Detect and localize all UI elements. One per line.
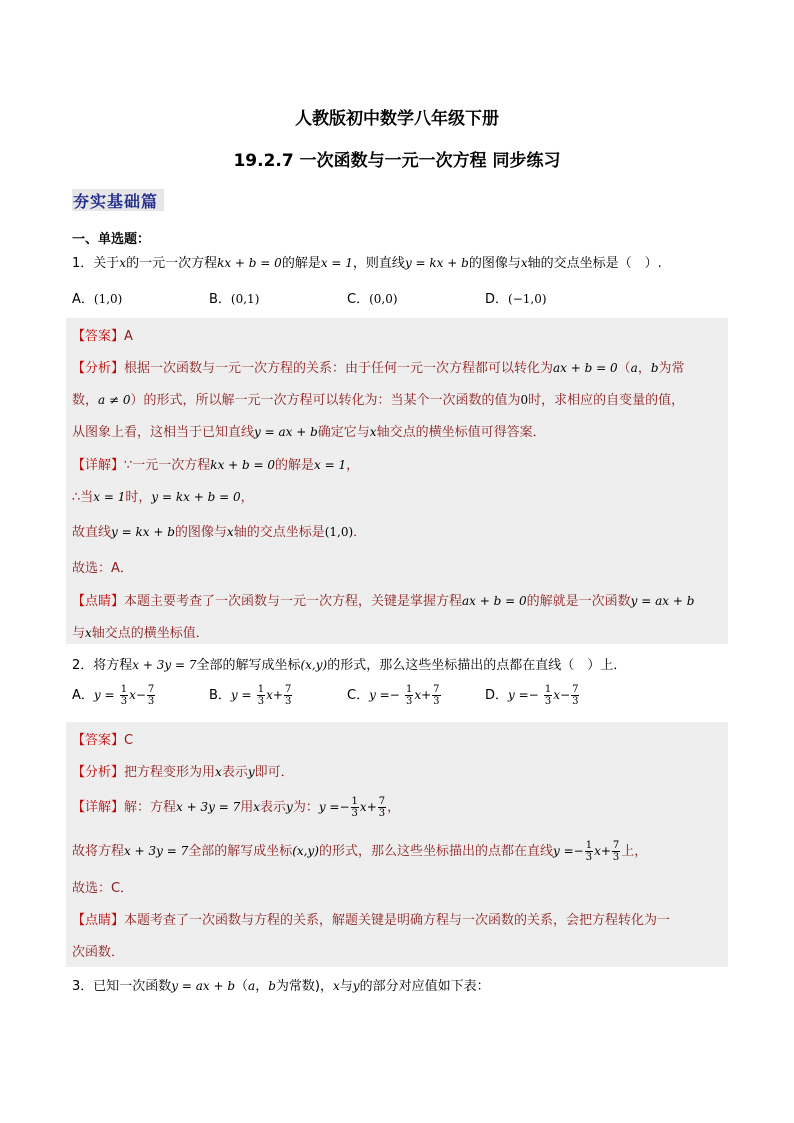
q2-option-d[interactable] [485,684,580,707]
numerator: 7 [612,840,620,851]
numerator: 7 [284,684,292,695]
q3-stem-text: 为常数)， [275,979,333,994]
operator: + [366,800,377,814]
numerator: 1 [585,840,593,851]
fraction [405,684,413,707]
q1-option-a-value: (1,0) [93,292,123,306]
fraction [284,684,292,707]
q1-detail-eq: kx + b = 0 [210,458,276,472]
q3-var: x [332,979,340,993]
denominator: 3 [284,696,292,707]
numerator: 1 [257,684,265,695]
operator: + [600,844,611,858]
q1-solution: x = 1 [320,256,353,270]
numerator: 7 [378,796,386,807]
q2-analysis-tag: 【分析】 [72,765,125,780]
q2-x: x [414,688,422,702]
numerator: 7 [147,684,155,695]
q1-detail-text: ∵一元一次方程 [124,458,211,473]
q2-detail-pair: (x,y) [292,844,319,858]
q1-comment-text: 与 [72,626,86,641]
q2-y: y = [230,688,252,702]
q2-option-a[interactable] [72,684,156,707]
q1-option-a-label: A． [72,292,94,307]
operator: + [272,688,283,702]
q2-detail-text: 解：方程 [124,800,177,815]
q1-option-d[interactable] [485,288,547,307]
q2-stem-text: 全部的解写成坐标 [196,658,301,673]
operator: − [528,688,539,702]
q1-detail-line3 [72,521,366,540]
q1-option-d-label: D． [485,292,509,307]
q1-analysis-tag: 【分析】 [72,361,125,376]
q2-x: x [129,688,136,702]
fraction [544,684,552,707]
q1-comment-var: x [85,626,92,640]
q2-detail-text: 用 [240,800,254,815]
q1-analysis-line2 [72,389,684,408]
q2-x: x [266,688,273,702]
q1-detail-text: 故直线 [72,525,112,540]
q1-option-d-value: (−1,0) [508,292,547,306]
q3-stem-text: ， [255,979,269,994]
q2-analysis-text: 把方程变形为用 [124,765,216,780]
q1-comment-line2 [72,622,209,641]
q1-detail-text: 时， [125,490,152,505]
q1-analysis-var: a [630,361,638,375]
q2-stem-text: 的形式，那么这些坐标描出的点都在直线（ ）上． [327,658,627,673]
q2-stem [72,654,626,673]
q1-var-x: x [119,256,127,270]
q2-comment-line2: 次函数． [72,945,125,960]
q1-equation: kx + b = 0 [217,256,282,270]
denominator: 3 [120,696,128,707]
denominator: 3 [433,696,440,707]
q2-x: x [359,800,367,814]
q1-analysis-var: x [369,425,377,439]
q1-comment-text: 的解就是一次函数 [526,594,631,609]
q1-detail-text: ∴当 [72,490,94,505]
q1-comment-tag: 【点睛】 [72,594,125,609]
q2-comment-text: 本题考查了一次函数与方程的关系，解题关键是明确方程与一次函数的关系，会把方程转化为一 [124,913,671,928]
q2-pair: (x,y) [300,658,328,672]
q2-analysis-text: 即可． [254,765,294,780]
q2-detail-text: 全部的解写成坐标 [188,844,293,859]
q3-stem-text: （ [235,979,249,994]
fraction [585,840,593,863]
q2-detail-text: ， [387,800,401,815]
q1-detail-text: 的图像与 [174,525,227,540]
q2-comment-tag: 【点睛】 [72,913,125,928]
q2-option-b[interactable] [209,684,293,707]
section-label: 夯实基础篇 [73,192,159,211]
q2-option-c-label: C． [347,688,370,703]
q2-detail-eq: x + 3y = 7 [176,800,241,814]
denominator: 3 [351,808,358,819]
document-subtitle: 19.2.7 一次函数与一元一次方程 同步练习 [233,151,561,171]
q2-y: y = [369,688,390,702]
denominator: 3 [544,696,552,707]
q1-answer-tag: 【答案】 [72,329,125,344]
q2-answer [72,729,133,748]
fraction [351,796,359,819]
q1-detail-eq: x = 1 [93,490,126,504]
q2-answer-tag: 【答案】 [72,733,125,748]
q2-analysis [72,761,294,780]
q2-y: y = [93,688,115,702]
q2-detail-var: y [286,800,293,814]
q1-stem-text: 的一元一次方程 [126,256,218,271]
q1-detail-point: (1,0) [324,525,354,539]
q1-option-c-value: (0,0) [369,292,398,306]
q3-stem-text: 3．已知一次函数 [72,979,172,994]
denominator: 3 [572,696,579,707]
q1-analysis-var: b [650,361,659,375]
q1-stem-text: 1．关于 [72,256,120,271]
fraction [432,684,440,707]
q1-analysis-text: 确定它与 [317,425,370,440]
q2-detail-text: 故将方程 [72,844,125,859]
q1-detail-line2 [72,486,254,505]
q1-detail-text: 轴的交点坐标是 [233,525,325,540]
numerator: 1 [544,684,552,695]
denominator: 3 [378,808,386,819]
q2-detail-line1 [72,796,400,819]
q1-detail-var: x [226,525,234,539]
q3-var: b [268,979,276,993]
q1-detail-eq: y = kx + b = 0 [151,490,241,504]
q1-option-c[interactable] [347,288,398,307]
q1-choice: 故选：A． [72,561,133,576]
q1-answer [72,325,133,344]
q1-comment-line1 [72,590,694,609]
q2-option-d-label: D． [485,688,509,703]
q1-stem-text: 的图像与 [468,256,521,271]
operator: − [560,688,571,702]
q2-y: y = [318,800,340,814]
q1-comment-text: 本题主要考查了一次函数与一元一次方程，关键是掌握方程 [124,594,463,609]
fraction [147,684,155,707]
q2-analysis-var: y [247,765,255,779]
q1-detail-line1 [72,454,359,473]
q1-analysis-num: 0 [520,393,529,407]
q1-detail-text: ， [346,458,360,473]
q2-option-b-label: B． [209,688,231,703]
q1-option-a[interactable] [72,288,122,307]
q1-analysis-text: 数， [72,393,99,408]
operator: + [421,688,432,702]
numerator: 1 [351,796,358,807]
q2-x: x [594,844,601,858]
q1-analysis-line1 [72,357,685,376]
q2-analysis-text: 表示 [221,765,248,780]
denominator: 3 [257,696,265,707]
q3-equation: y = ax + b [171,979,236,993]
q3-var: y [352,979,360,993]
q2-detail-var: x [253,800,261,814]
q1-stem-text: 的解是 [281,256,321,271]
denominator: 3 [612,852,620,863]
operator: − [339,800,350,814]
q2-detail-line2 [72,840,647,863]
q1-analysis-text: 根据一次函数与一元一次方程的关系：由于任何一元一次方程都可以转化为 [124,361,554,376]
operator: − [573,844,584,858]
q1-analysis-text: ）的形式，所以解一元一次方程可以转化为：当某个一次函数的值为 [130,393,521,408]
numerator: 1 [405,684,413,695]
fraction [257,684,265,707]
document-title: 人教版初中数学八年级下册 [295,109,499,129]
q1-answer-value: A [124,329,133,344]
q1-stem-text: 轴的交点坐标是（ ）. [527,256,662,271]
q2-analysis-var: x [215,765,222,779]
q1-analysis-eq: y = ax + b [254,425,318,439]
numerator: 7 [433,684,440,695]
q2-detail-text: 为： [292,800,319,815]
q1-analysis-line3 [72,421,546,440]
q1-var-x: x [520,256,528,270]
q1-analysis-text: （ [617,361,631,376]
q2-detail-text: 上， [621,844,648,859]
fraction [612,840,620,863]
q1-detail-text: ， [240,490,254,505]
q1-line: y = kx + b [404,256,469,270]
q3-stem-text: 的部分对应值如下表： [359,979,490,994]
q1-comment-eq: y = ax + b [630,594,695,608]
denominator: 3 [147,696,155,707]
q1-detail-text: 的解是 [275,458,315,473]
q1-analysis-text: 时，求相应的自变量的值， [528,393,685,408]
q2-choice: 故选：C． [72,881,134,896]
fraction [571,684,579,707]
q2-detail-text: 表示 [260,800,287,815]
denominator: 3 [585,852,593,863]
q1-stem [72,252,662,271]
q2-detail-text: 的形式，那么这些坐标描出的点都在直线 [318,844,553,859]
q2-equation: x + 3y = 7 [132,658,197,672]
q2-comment-line1 [72,909,670,928]
q2-option-a-label: A． [72,688,94,703]
q1-analysis-text: 为常 [658,361,685,376]
q1-analysis-text: ， [637,361,651,376]
q1-option-c-label: C． [347,292,370,307]
q2-answer-value: C [124,733,134,748]
q1-analysis-text: 从图象上看，这相当于已知直线 [72,425,255,440]
q2-stem-text: 2．将方程 [72,658,133,673]
q1-comment-text: 轴交点的横坐标值． [91,626,209,641]
q3-stem [72,975,490,994]
operator: − [135,688,146,702]
q1-option-b[interactable] [209,288,259,307]
q2-option-c[interactable] [347,684,442,707]
q1-comment-eq: ax + b = 0 [462,594,527,608]
q2-y: y = [552,844,574,858]
q2-x: x [553,688,561,702]
q1-analysis-text: 轴交点的横坐标值可得答案． [376,425,546,440]
part-label: 一、单选题： [72,232,151,247]
q1-option-b-label: B． [209,292,231,307]
fraction [120,684,128,707]
operator: − [389,688,400,702]
q1-detail-text: ． [353,525,367,540]
denominator: 3 [405,696,413,707]
q2-y: y = [508,688,529,702]
q2-detail-tag: 【详解】 [72,800,125,815]
q3-stem-text: 与 [339,979,353,994]
q3-var: a [248,979,256,993]
q1-analysis-eq: a ≠ 0 [98,393,131,407]
q1-analysis-eq: ax + b = 0 [553,361,618,375]
q1-detail-tag: 【详解】 [72,458,125,473]
q1-stem-text: ，则直线 [352,256,405,271]
q1-detail-eq: x = 1 [314,458,347,472]
numerator: 7 [572,684,579,695]
numerator: 1 [120,684,128,695]
q1-detail-eq: y = kx + b [111,525,175,539]
q2-detail-eq: x + 3y = 7 [124,844,189,858]
fraction [378,796,386,819]
q1-option-b-value: (0,1) [230,292,260,306]
